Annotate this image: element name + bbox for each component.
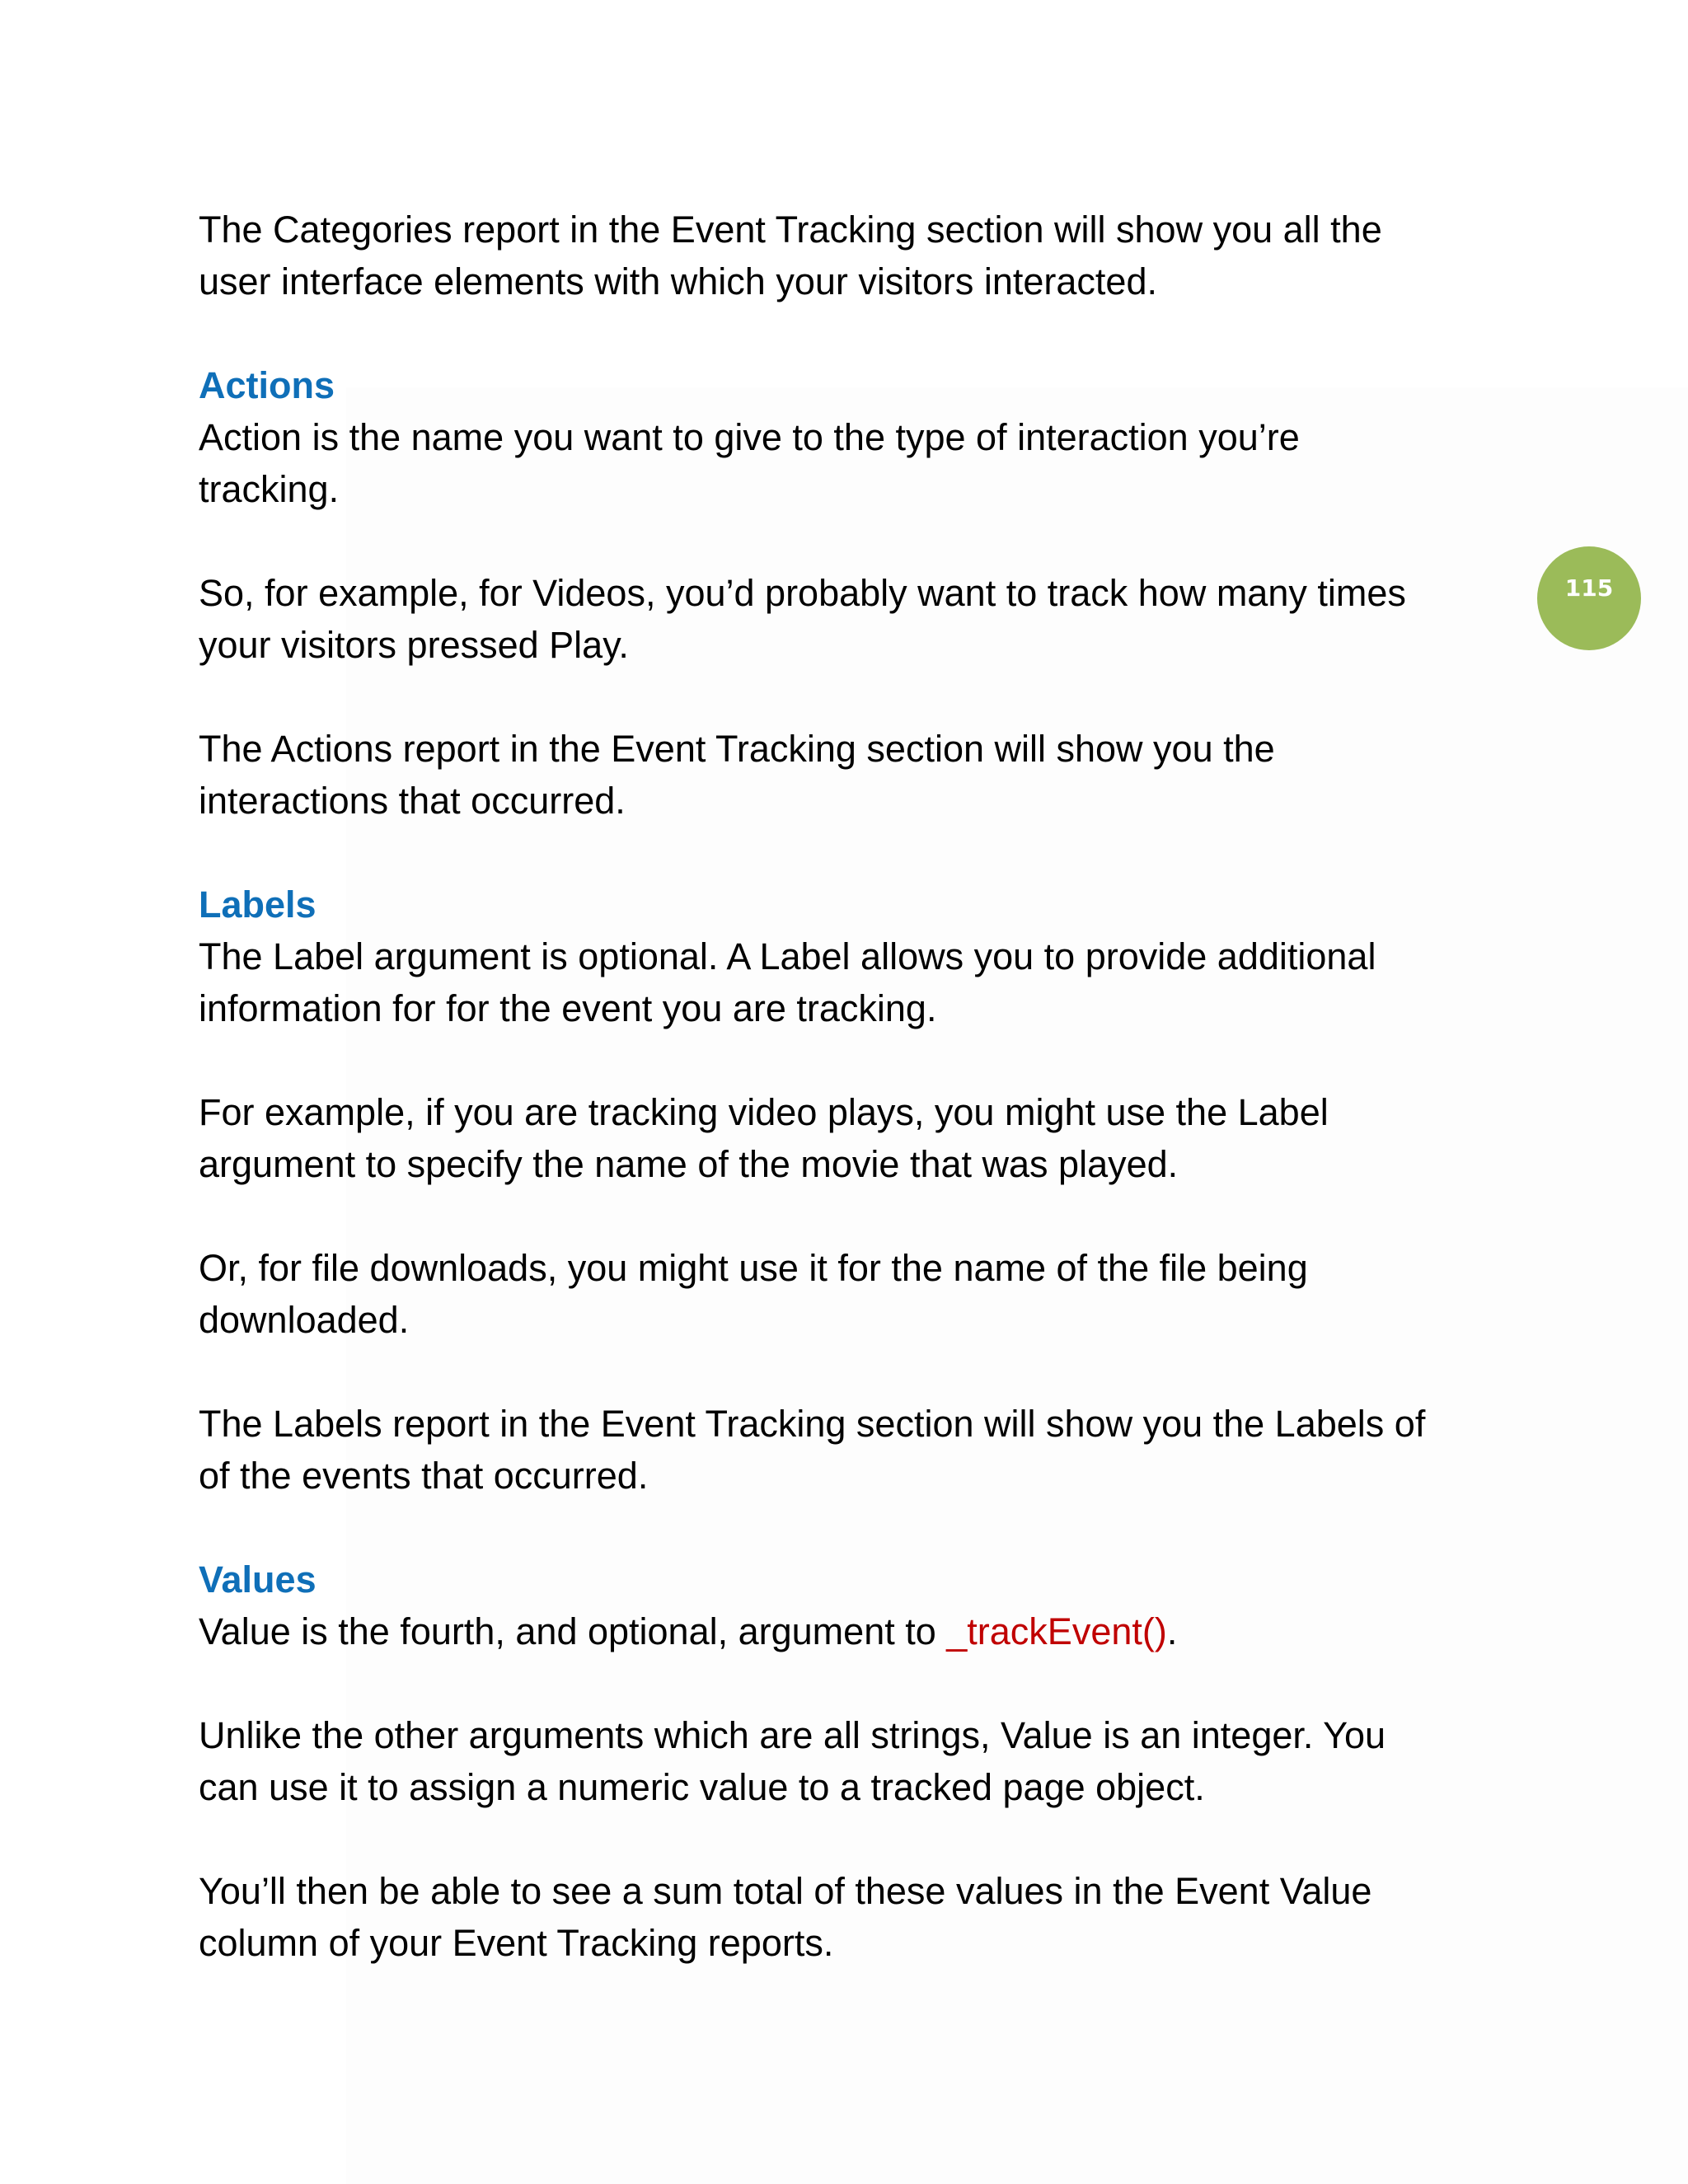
paragraph-gap <box>199 1346 1493 1398</box>
intro-line: user interface elements with which your visitors interacted. <box>199 260 1157 302</box>
body-line: Action is the name you want to give to the type of interaction you’re <box>199 416 1300 458</box>
body-line: So, for example, for Videos, you’d probably want to track how many times <box>199 572 1406 614</box>
body-text: Value is the fourth, and optional, argument to <box>199 1610 947 1652</box>
body-line-with-code <box>199 1605 1493 1657</box>
body-line: For example, if you are tracking video plays, you might use the Label <box>199 1091 1329 1133</box>
body-line: argument to specify the name of the movie that was played. <box>199 1143 1179 1185</box>
body-line: Unlike the other arguments which are all strings, Value is an integer. You <box>199 1714 1386 1756</box>
paragraph-gap <box>199 515 1493 567</box>
paragraph-gap <box>199 1190 1493 1242</box>
paragraph-gap <box>199 1502 1493 1554</box>
document-body <box>199 204 1493 1969</box>
paragraph-gap <box>199 307 1493 359</box>
section-heading-actions: Actions <box>199 364 335 406</box>
body-line: interactions that occurred. <box>199 780 626 822</box>
body-line: The Labels report in the Event Tracking section will show you the Labels of <box>199 1403 1426 1445</box>
body-text: . <box>1166 1610 1178 1652</box>
paragraph-gap <box>199 1657 1493 1709</box>
body-line: You’ll then be able to see a sum total of these values in the Event Value <box>199 1870 1372 1912</box>
section-heading-values: Values <box>199 1558 316 1601</box>
body-line: column of your Event Tracking reports. <box>199 1922 834 1964</box>
body-line: The Actions report in the Event Tracking section will show you the <box>199 728 1275 770</box>
body-line: downloaded. <box>199 1299 410 1341</box>
code-function-name: _trackEvent() <box>946 1610 1167 1652</box>
page-number: 115 <box>1564 574 1614 602</box>
body-line: of the events that occurred. <box>199 1455 649 1497</box>
paragraph-gap <box>199 827 1493 879</box>
body-line: can use it to assign a numeric value to a tracked page object. <box>199 1766 1205 1808</box>
paragraph-gap <box>199 671 1493 723</box>
body-line: Or, for file downloads, you might use it for the name of the file being <box>199 1247 1308 1289</box>
body-line: tracking. <box>199 468 340 510</box>
section-heading-labels: Labels <box>199 883 316 926</box>
body-line: The Label argument is optional. A Label allows you to provide additional <box>199 935 1376 977</box>
page-number-badge <box>1537 546 1641 650</box>
paragraph-gap <box>199 1034 1493 1086</box>
intro-line: The Categories report in the Event Tracking section will show you all the <box>199 209 1382 251</box>
body-line: your visitors pressed Play. <box>199 624 629 666</box>
body-line: information for for the event you are tracking. <box>199 987 937 1029</box>
paragraph-gap <box>199 1813 1493 1865</box>
